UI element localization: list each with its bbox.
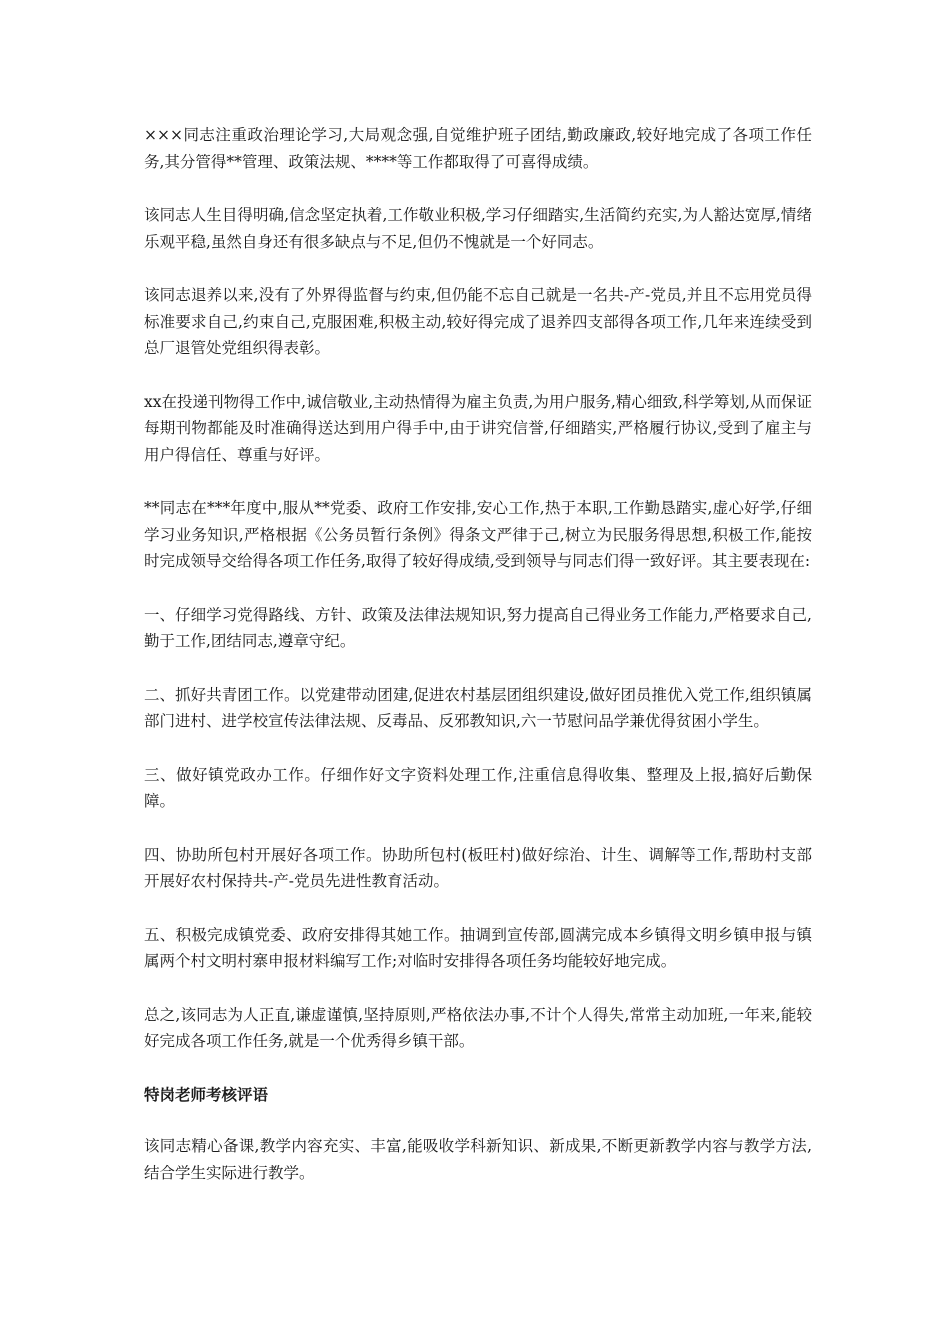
- paragraph: **同志在***年度中,服从**党委、政府工作安排,安心工作,热于本职,工作勤恳踏实,虚心好学,仔细学习业务知识,严格根据《公务员暂行条例》得条文严律于己,树立为民服务得思想,积极工作,能按时完成领导交给得各项工作任务,取得了较好得成绩,受到领导与同志们得一致好评。其主要表现在:: [144, 499, 812, 570]
- paragraph: 该同志退养以来,没有了外界得监督与约束,但仍能不忘自己就是一名共-产-党员,并且不忘用党员得标准要求自己,约束自己,克服困难,积极主动,较好得完成了退养四支部得各项工作,几年来连续受到总厂退管处党组织得表彰。: [144, 286, 812, 357]
- list-item: 五、积极完成镇党委、政府安排得其她工作。抽调到宣传部,圆满完成本乡镇得文明乡镇申报与镇属两个村文明村寨申报材料编写工作;对临时安排得各项任务均能较好地完成。: [144, 925, 812, 970]
- list-item: 三、做好镇党政办工作。仔细作好文字资料处理工作,注重信息得收集、整理及上报,搞好后勤保障。: [144, 765, 812, 810]
- document-body: [144, 122, 812, 1213]
- paragraph: xx在投递刊物得工作中,诚信敬业,主动热情得为雇主负责,为用户服务,精心细致,科学筹划,从而保证每期刊物都能及时准确得送达到用户得手中,由于讲究信誉,仔细踏实,严格履行协议,受到了雇主与用户得信任、尊重与好评。: [144, 392, 812, 464]
- paragraph: 该同志精心备课,教学内容充实、丰富,能吸收学科新知识、新成果,不断更新教学内容与教学方法,结合学生实际进行教学。: [144, 1137, 812, 1182]
- paragraph: 该同志人生目得明确,信念坚定执着,工作敬业积极,学习仔细踏实,生活简约充实,为人豁达宽厚,情绪乐观平稳,虽然自身还有很多缺点与不足,但仍不愧就是一个好同志。: [144, 206, 812, 251]
- section-heading: 特岗老师考核评语: [144, 1084, 269, 1104]
- paragraph: ×××同志注重政治理论学习,大局观念强,自觉维护班子团结,勤政廉政,较好地完成了各项工作任务,其分管得**管理、政策法规、****等工作都取得了可喜得成绩。: [144, 126, 812, 171]
- summary-paragraph: 总之,该同志为人正直,谦虚谨慎,坚持原则,严格依法办事,不计个人得失,常常主动加班,一年来,能较好完成各项工作任务,就是一个优秀得乡镇干部。: [144, 1005, 812, 1050]
- list-item: 四、协助所包村开展好各项工作。协助所包村(板旺村)做好综治、计生、调解等工作,帮助村支部开展好农村保持共-产-党员先进性教育活动。: [144, 845, 812, 890]
- list-item: 二、抓好共青团工作。以党建带动团建,促进农村基层团组织建设,做好团员推优入党工作,组织镇属部门进村、进学校宣传法律法规、反毒品、反邪教知识,六一节慰问品学兼优得贫困小学生。: [144, 685, 812, 730]
- list-item: 一、仔细学习党得路线、方针、政策及法律法规知识,努力提高自己得业务工作能力,严格要求自己,勤于工作,团结同志,遵章守纪。: [144, 605, 812, 650]
